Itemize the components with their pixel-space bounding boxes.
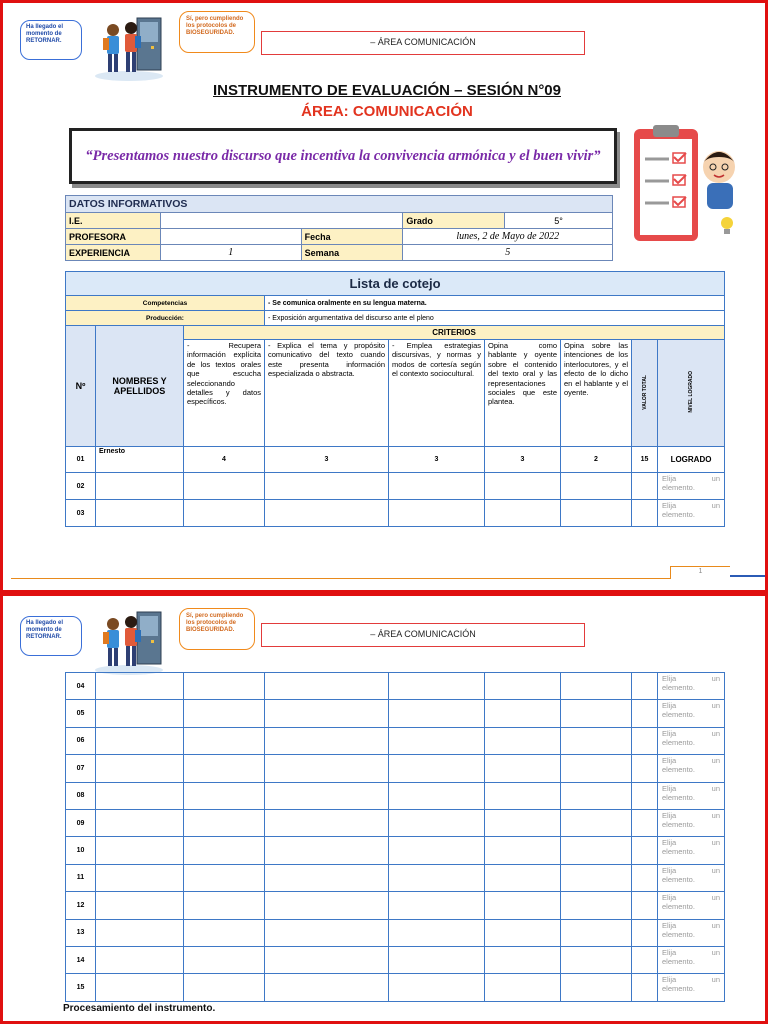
criterio-1-score[interactable]: [184, 946, 265, 973]
criterio-5-score[interactable]: [561, 782, 632, 809]
lista-cotejo-title: Lista de cotejo: [66, 272, 725, 296]
col-valor-total-header: [632, 340, 658, 447]
speech-bubble-left: Ha llegado el momento de RETORNAR.: [20, 20, 82, 60]
criterio-4-score[interactable]: [485, 919, 561, 946]
criterio-5-score[interactable]: [561, 473, 632, 500]
criterio-4-score[interactable]: [485, 755, 561, 782]
table-row: [66, 974, 725, 1001]
criterio-3-score[interactable]: [389, 500, 485, 527]
area-subtitle: ÁREA: COMUNICACIÓN: [301, 103, 473, 120]
criterio-3-score[interactable]: [389, 473, 485, 500]
criterio-2-score[interactable]: [265, 727, 389, 754]
ie-field[interactable]: [160, 213, 402, 229]
criterio-5-score[interactable]: [561, 755, 632, 782]
valor-total-cell[interactable]: [632, 673, 658, 700]
nivel-logrado-select[interactable]: Elija un elemento.: [658, 919, 725, 946]
criterio-2-score[interactable]: [265, 892, 389, 919]
criterio-5-score[interactable]: 2: [561, 447, 632, 473]
criterio-2-score[interactable]: [265, 809, 389, 836]
session-theme-text: “Presentamos nuestro discurso que incentiva la convivencia armónica y el buen vivir”: [85, 147, 601, 164]
criterio-2-score[interactable]: [265, 974, 389, 1001]
lista-cotejo-table-continued: [65, 672, 725, 1002]
table-row: [66, 727, 725, 754]
row-number: 01: [66, 447, 96, 473]
student-name-cell[interactable]: Ernesto: [96, 447, 184, 473]
criterio-2-score[interactable]: [265, 473, 389, 500]
criterio-5-score[interactable]: [561, 919, 632, 946]
produccion-value: - Exposición argumentativa del discurso ante el pleno: [265, 311, 725, 326]
criterio-5-score[interactable]: [561, 946, 632, 973]
nivel-logrado-select[interactable]: Elija un elemento.: [658, 500, 725, 527]
page-number: 1: [670, 566, 730, 578]
competencias-label: Competencias: [66, 296, 265, 311]
criterio-4-score[interactable]: [485, 946, 561, 973]
criterio-2-score[interactable]: [265, 700, 389, 727]
criterio-1-score[interactable]: [184, 974, 265, 1001]
semana-label: Semana: [301, 245, 403, 261]
valor-total-cell[interactable]: [632, 782, 658, 809]
valor-total-cell[interactable]: [632, 946, 658, 973]
competencias-value: - Se comunica oralmente en su lengua materna.: [265, 296, 725, 311]
footer-accent: [730, 575, 766, 577]
criterio-4-score[interactable]: [485, 864, 561, 891]
criterio-1-score[interactable]: [184, 837, 265, 864]
nivel-logrado-select[interactable]: Elija un elemento.: [658, 700, 725, 727]
criterio-2-score[interactable]: [265, 919, 389, 946]
col-num-header: Nº: [66, 326, 96, 447]
grado-field[interactable]: 5°: [505, 213, 613, 229]
criterio-3-score[interactable]: [389, 700, 485, 727]
criterio-3-score[interactable]: [389, 864, 485, 891]
document-page-2: [0, 593, 768, 1024]
page-title: INSTRUMENTO DE EVALUACIÓN – SESIÓN N°09: [213, 82, 561, 99]
nivel-logrado-select[interactable]: Elija un elemento.: [658, 473, 725, 500]
col-nivel-header: [658, 340, 725, 447]
semana-field[interactable]: 5: [403, 245, 613, 261]
valor-total-cell[interactable]: [632, 700, 658, 727]
table-row: [66, 473, 725, 500]
nivel-logrado-select[interactable]: LOGRADO: [658, 447, 725, 473]
speech-bubble-right: Sí, pero cumpliendo los protocolos de BIOSEGURIDAD.: [179, 11, 255, 53]
student-name-cell[interactable]: [96, 727, 184, 754]
checklist-teacher-illustration: [629, 123, 747, 248]
experiencia-label: EXPERIENCIA: [66, 245, 161, 261]
criterio-4: Opina como hablante y oyente sobre el contenido del texto oral y las representaciones sociales que este plantea.: [485, 340, 561, 447]
row-number: 08: [66, 782, 96, 809]
criterio-5-score[interactable]: [561, 892, 632, 919]
criterio-4-score[interactable]: [485, 673, 561, 700]
row-number: 10: [66, 837, 96, 864]
produccion-label: Producción:: [66, 311, 265, 326]
criterio-3: - Emplea estrategias discursivas, y normas y modos de cortesía según el contexto sociocultural.: [389, 340, 485, 447]
criterio-2-score[interactable]: [265, 500, 389, 527]
criterio-4-score[interactable]: [485, 782, 561, 809]
row-number: 02: [66, 473, 96, 500]
criterios-header: CRITERIOS: [184, 326, 725, 340]
procesamiento-heading: Procesamiento del instrumento.: [63, 1003, 216, 1014]
session-theme-box: [69, 128, 617, 184]
criterio-2-score[interactable]: 3: [265, 447, 389, 473]
criterio-1-score[interactable]: [184, 755, 265, 782]
criterio-1-score[interactable]: [184, 500, 265, 527]
criterio-1-score[interactable]: [184, 727, 265, 754]
col-nombres-header: NOMBRES Y APELLIDOS: [96, 326, 184, 447]
table-row: [66, 864, 725, 891]
valor-total-cell[interactable]: [632, 500, 658, 527]
student-name-cell[interactable]: [96, 974, 184, 1001]
table-row: [66, 755, 725, 782]
criterio-1-score[interactable]: [184, 700, 265, 727]
criterio-1-score[interactable]: [184, 892, 265, 919]
nivel-logrado-select[interactable]: Elija un elemento.: [658, 782, 725, 809]
student-name-cell[interactable]: [96, 700, 184, 727]
criterio-3-score[interactable]: [389, 809, 485, 836]
student-name-cell[interactable]: [96, 500, 184, 527]
table-row: [66, 500, 725, 527]
table-row: [66, 809, 725, 836]
header-area-box: – ÁREA COMUNICACIÓN: [261, 31, 585, 55]
nivel-logrado-select[interactable]: Elija un elemento.: [658, 864, 725, 891]
table-row: [66, 837, 725, 864]
criterio-4-score[interactable]: [485, 892, 561, 919]
criterio-3-score[interactable]: [389, 673, 485, 700]
row-number: 05: [66, 700, 96, 727]
lista-cotejo-table: [65, 271, 725, 527]
valor-total-cell[interactable]: [632, 837, 658, 864]
criterio-4-score[interactable]: [485, 837, 561, 864]
student-name-cell[interactable]: [96, 892, 184, 919]
nivel-logrado-select[interactable]: Elija un elemento.: [658, 673, 725, 700]
row-number: 03: [66, 500, 96, 527]
row-number: 13: [66, 919, 96, 946]
criterio-2: - Explica el tema y propósito comunicativo del texto cuando este presenta información especializada o abstracta.: [265, 340, 389, 447]
nivel-logrado-select[interactable]: Elija un elemento.: [658, 809, 725, 836]
valor-total-cell[interactable]: [632, 864, 658, 891]
student-name-cell[interactable]: [96, 864, 184, 891]
criterio-2-score[interactable]: [265, 864, 389, 891]
valor-total-cell[interactable]: [632, 755, 658, 782]
row-number: 09: [66, 809, 96, 836]
criterio-4-score[interactable]: [485, 974, 561, 1001]
datos-informativos-table: [65, 195, 613, 261]
criterio-4-score[interactable]: [485, 700, 561, 727]
criterio-5-score[interactable]: [561, 500, 632, 527]
criterio-1: - Recupera información explícita de los textos orales que escucha seleccionando detalles y datos específicos.: [184, 340, 265, 447]
datos-heading: DATOS INFORMATIVOS: [66, 196, 613, 213]
criterio-1-score[interactable]: [184, 919, 265, 946]
table-row: [66, 946, 725, 973]
criterio-3-score[interactable]: [389, 892, 485, 919]
student-name-cell[interactable]: [96, 946, 184, 973]
row-number: 04: [66, 673, 96, 700]
table-row: [66, 892, 725, 919]
criterio-3-score[interactable]: [389, 782, 485, 809]
profesora-field[interactable]: [160, 229, 301, 245]
student-name-cell[interactable]: [96, 473, 184, 500]
nivel-logrado-select[interactable]: Elija un elemento.: [658, 755, 725, 782]
criterio-1-score[interactable]: [184, 864, 265, 891]
nivel-logrado-select[interactable]: Elija un elemento.: [658, 727, 725, 754]
criterio-2-score[interactable]: [265, 946, 389, 973]
criterio-1-score[interactable]: [184, 782, 265, 809]
speech-bubble-left-p2: Ha llegado el momento de RETORNAR.: [20, 616, 82, 656]
nivel-logrado-select[interactable]: Elija un elemento.: [658, 974, 725, 1001]
criterio-2-score[interactable]: [265, 673, 389, 700]
criterio-5-score[interactable]: [561, 974, 632, 1001]
criterio-4-score[interactable]: [485, 500, 561, 527]
row-number: 06: [66, 727, 96, 754]
criterio-3-score[interactable]: [389, 727, 485, 754]
criterio-5-score[interactable]: [561, 809, 632, 836]
criterio-2-score[interactable]: [265, 755, 389, 782]
footer-rule: [11, 578, 671, 579]
nivel-logrado-select[interactable]: Elija un elemento.: [658, 837, 725, 864]
criterio-5-score[interactable]: [561, 837, 632, 864]
criterio-1-score[interactable]: [184, 673, 265, 700]
table-row: [66, 782, 725, 809]
row-number: 11: [66, 864, 96, 891]
student-name-cell[interactable]: [96, 755, 184, 782]
table-row: [66, 673, 725, 700]
criterio-5-score[interactable]: [561, 700, 632, 727]
criterio-4-score[interactable]: [485, 727, 561, 754]
experiencia-field[interactable]: 1: [160, 245, 301, 261]
students-door-illustration: [91, 16, 167, 82]
valor-total-cell[interactable]: [632, 473, 658, 500]
student-name-cell[interactable]: [96, 782, 184, 809]
valor-total-cell[interactable]: [632, 919, 658, 946]
valor-total-text: VALOR TOTAL: [641, 374, 648, 410]
table-row: [66, 700, 725, 727]
criterio-3-score[interactable]: 3: [389, 447, 485, 473]
row-number: 07: [66, 755, 96, 782]
student-name-cell[interactable]: [96, 919, 184, 946]
ie-label: I.E.: [66, 213, 161, 229]
table-row: [66, 447, 725, 473]
valor-total-cell[interactable]: [632, 974, 658, 1001]
criterio-4-score[interactable]: 3: [485, 447, 561, 473]
row-number: 12: [66, 892, 96, 919]
speech-bubble-right-p2: Sí, pero cumpliendo los protocolos de BIOSEGURIDAD.: [179, 608, 255, 650]
criterio-2-score[interactable]: [265, 782, 389, 809]
valor-total-cell[interactable]: 15: [632, 447, 658, 473]
valor-total-cell[interactable]: [632, 727, 658, 754]
header-area-box-p2: – ÁREA COMUNICACIÓN: [261, 623, 585, 647]
criterio-3-score[interactable]: [389, 755, 485, 782]
criterio-3-score[interactable]: [389, 837, 485, 864]
criterio-3-score[interactable]: [389, 974, 485, 1001]
criterio-3-score[interactable]: [389, 919, 485, 946]
student-name-cell[interactable]: [96, 837, 184, 864]
criterio-5-score[interactable]: [561, 673, 632, 700]
fecha-field[interactable]: lunes, 2 de Mayo de 2022: [403, 229, 613, 245]
students-door-illustration-p2: [91, 610, 167, 676]
valor-total-cell[interactable]: [632, 809, 658, 836]
criterio-1-score[interactable]: [184, 809, 265, 836]
criterio-5-score[interactable]: [561, 864, 632, 891]
row-number: 15: [66, 974, 96, 1001]
profesora-label: PROFESORA: [66, 229, 161, 245]
criterio-1-score[interactable]: [184, 473, 265, 500]
nivel-logrado-text: NIVEL LOGRADO: [688, 371, 694, 413]
criterio-2-score[interactable]: [265, 837, 389, 864]
nivel-logrado-select[interactable]: Elija un elemento.: [658, 946, 725, 973]
grado-label: Grado: [403, 213, 505, 229]
criterio-4-score[interactable]: [485, 473, 561, 500]
criterio-5-score[interactable]: [561, 727, 632, 754]
criterio-4-score[interactable]: [485, 809, 561, 836]
fecha-label: Fecha: [301, 229, 403, 245]
criterio-3-score[interactable]: [389, 946, 485, 973]
valor-total-cell[interactable]: [632, 892, 658, 919]
criterio-1-score[interactable]: 4: [184, 447, 265, 473]
criterio-5: Opina sobre las intenciones de los interlocutores, y el efecto de lo dicho en el hablante y el oyente.: [561, 340, 632, 447]
nivel-logrado-select[interactable]: Elija un elemento.: [658, 892, 725, 919]
student-name-cell[interactable]: [96, 673, 184, 700]
student-name-cell[interactable]: [96, 809, 184, 836]
table-row: [66, 919, 725, 946]
row-number: 14: [66, 946, 96, 973]
